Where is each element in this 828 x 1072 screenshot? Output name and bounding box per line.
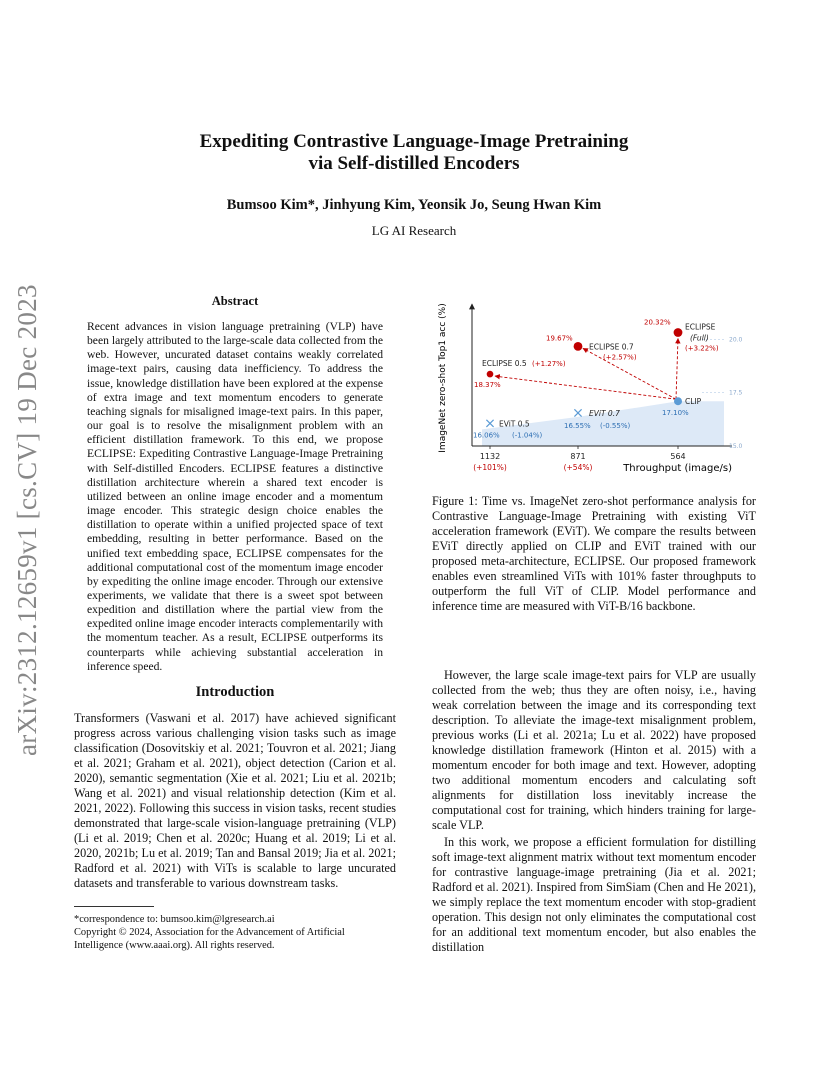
figure-1-caption: Figure 1: Time vs. ImageNet zero-shot performance analysis for Contrastive Language-Image Pretraining with existing ViT acceleration framework (EViT). We compare the results between EViT directly applied on CLIP and EViT trained with our proposed meta-architecture, ECLIPSE. Our proposed framework enables even streamlined ViTs with 101% faster throughputs to outperform the full ViT of CLIP. Model performance and inference time are measured with ViT-B/16 backbone. [432, 494, 756, 613]
delta-label: (+1.27%) [532, 360, 566, 369]
paper-title-line1: Expediting Contrastive Language-Image Pretraining [199, 131, 629, 152]
x-axis-label: Throughput (image/s) [623, 463, 732, 474]
introduction-heading: Introduction [195, 684, 275, 700]
value-label: 18.37% [474, 381, 501, 390]
affiliation: LG AI Research [371, 223, 457, 238]
abstract-heading: Abstract [211, 294, 259, 308]
series-label: ECLIPSE 0.7 [589, 342, 634, 352]
x-tick-sublabel: (+54%) [563, 463, 593, 472]
delta-label: (+2.57%) [603, 353, 637, 362]
introduction-text: Transformers (Vaswani et al. 2017) have achieved significant progress across various challenging vision tasks such as image classification (Dosovitskiy et al. 2021; Touvron et al. 2021; Jiang et al. 2021; Graham et al. 2021), object detection (Carion et al. 2020), semantic segmentation (Xie et al. 2021; Liu et al. 2021b; Wang et al. 2021) and visual relationship detection (Kim et al. 2021, 2022). Following this success in vision tasks, recent studies demonstrated that large-scale vision-language pretraining (VLP) (Li et al. 2019; Chen et al. 2020c; Huang et al. 2019; Li et al. 2020, 2021b; Lu et al. 2019; Tan and Bansal 2019; Jia et al. 2021; Radford et al. 2021) with ViTs is scalable to large uncurated datasets and transferable to various downstream tasks. [74, 711, 396, 890]
y-tick-label: 17.5 [729, 389, 743, 397]
paper-title-line2: via Self-distilled Encoders [308, 153, 520, 174]
abstract-text: Recent advances in vision language pretraining (VLP) have been largely attributed to the large-scale data collected from the web. However, uncurated dataset contains weakly correlated image-text pairs, causing data inefficiency. To address the issue, knowledge distillation have been explored at the expense of extra image and text momentum encoders to generate teaching signals for misaligned image-text pairs. In this paper, our goal is to resolve the misalignment problem with an efficient distillation framework. To this end, we propose ECLIPSE: Expediting Contrastive Language-Image Pretraining with Self-distilled Encoders. ECLIPSE features a distinctive distillation architecture wherein a shared text encoder is utilized between an online image encoder and a momentum image encoder. This strategic design choice enables the distillation to operate within a unified projected space of text embedding, resulting in better performance. Based on the unified text embedding space, ECLIPSE compensates for the additional computational cost of the momentum image encoder by expediting the online image encoder. Through our extensive experiments, we validate that there is a sweet spot between expedition and distillation where the partial view from the expedited online image encoder interacts complementarily with the momentum teacher. As a result, ECLIPSE outperforms its counterparts while achieving substantial acceleration in inference speed. [87, 320, 383, 673]
x-tick-label: 1132 [479, 452, 501, 461]
series-label: ECLIPSE 0.5 [482, 359, 527, 369]
series-label: CLIP [685, 397, 702, 407]
series-label: EViT 0.5 [499, 419, 530, 429]
point-eclipse-full- [674, 328, 683, 337]
right-para-2: In this work, we propose a efficient formulation for distilling soft image-text alignment matrix without text momentum encoder for contrastive language-image pretraining (Jia et al. 2021; Radford et al. 2021). Inspired from SimSiam (Chen and He 2021), we simply replace the text momentum encoder with stop-gradient operation. This design not only eliminates the computational cost for an additional text momentum encoder, but also enables the distillation [432, 835, 756, 954]
delta-label: (-1.04%) [512, 431, 543, 440]
value-label: 20.32% [644, 318, 671, 327]
x-tick-sublabel: (+101%) [473, 463, 507, 472]
y-tick-label: 20.0 [729, 336, 743, 344]
arxiv-stamp: arXiv:2312.12659v1 [cs.CV] 19 Dec 2023 [12, 284, 42, 756]
x-tick-label: 871 [570, 452, 586, 461]
author-list: Bumsoo Kim*, Jinhyung Kim, Yeonsik Jo, Seung Hwan Kim [226, 197, 602, 213]
point-evit-0-5 [486, 420, 493, 427]
value-label: 16.06% [473, 431, 500, 440]
value-label: 16.55% [564, 421, 591, 430]
footnote-correspondence: *correspondence to: bumsoo.kim@lgresearch.ai [74, 914, 275, 925]
value-label: 19.67% [546, 334, 573, 343]
y-tick-label: 15.0 [729, 443, 743, 450]
improvement-arrow [676, 339, 678, 400]
series-label: ECLIPSE [685, 322, 716, 332]
series-label: EViT 0.7 [589, 408, 620, 418]
point-clip [674, 397, 682, 405]
chart-arrows [495, 339, 678, 400]
point-evit-0-7 [574, 409, 581, 416]
delta-label: (-0.55%) [600, 421, 631, 430]
improvement-arrow [495, 376, 676, 399]
footnote-rule [74, 906, 154, 907]
figure-1-chart [432, 298, 758, 480]
point-eclipse-0-7 [574, 342, 583, 351]
point-eclipse-0-5 [487, 371, 494, 378]
value-label: 17.10% [662, 409, 689, 418]
y-axis-label: ImageNet zero-shot Top1 acc (%) [438, 303, 448, 453]
delta-label: (+3.22%) [685, 344, 719, 353]
series-label: (Full) [690, 333, 709, 343]
x-tick-label: 564 [670, 452, 686, 461]
footnote-copyright: Copyright © 2024, Association for the Advancement of Artificial Intelligence (www.aaai.org). All rights reserved. [74, 927, 345, 951]
right-para-1: However, the large scale image-text pairs for VLP are usually collected from the web; thus they are often noisy, i.e., having weak correlation between the image and its corresponding text description. To alleviate the image-text misalignment problem, previous works (Li et al. 2021a; Lu et al. 2022) have proposed knowledge distillation framework (Hinton et al. 2015) with a momentum encoder for both image and text. However, adopting two additional momentum encoders and calculating soft alignments for distillation loss inevitably increase the computational cost for training, which hinders training for large-scale VLP. [432, 668, 756, 832]
